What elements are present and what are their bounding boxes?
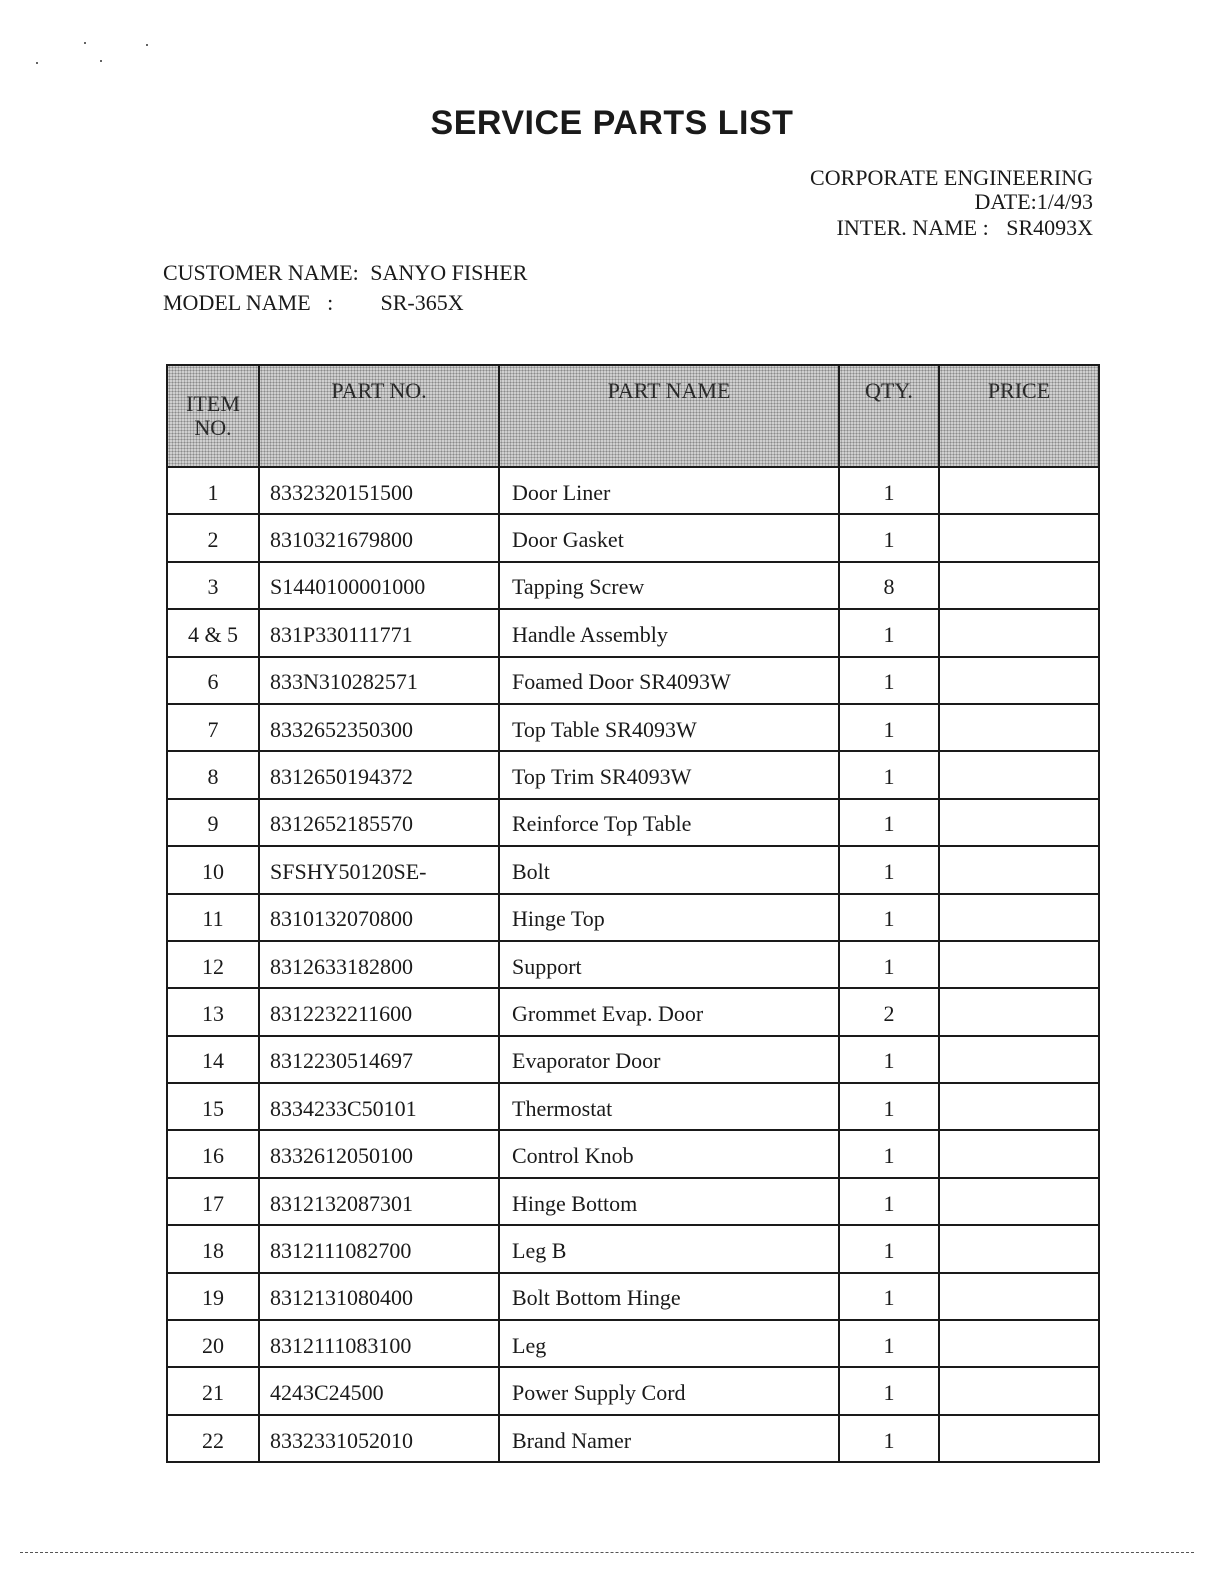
qty-cell: 1 <box>839 1225 939 1272</box>
scan-speck <box>100 60 102 62</box>
table-row <box>167 1036 1099 1083</box>
inter-name-row <box>810 216 1093 240</box>
bottom-scan-rule <box>20 1552 1194 1553</box>
part-no-cell: 8332612050100 <box>259 1130 499 1177</box>
item-no-cell: 16 <box>167 1130 259 1177</box>
item-no-cell: 15 <box>167 1083 259 1130</box>
table-row <box>167 1083 1099 1130</box>
price-cell <box>939 751 1099 798</box>
qty-cell: 1 <box>839 846 939 893</box>
qty-cell: 1 <box>839 704 939 751</box>
price-cell <box>939 1225 1099 1272</box>
table-row <box>167 467 1099 514</box>
item-no-cell: 1 <box>167 467 259 514</box>
table-row <box>167 894 1099 941</box>
qty-cell: 1 <box>839 467 939 514</box>
part-no-cell: 8312132087301 <box>259 1178 499 1225</box>
qty-cell: 1 <box>839 941 939 988</box>
table-row <box>167 1415 1099 1462</box>
table-row <box>167 609 1099 656</box>
table-row <box>167 1178 1099 1225</box>
qty-cell: 1 <box>839 514 939 561</box>
item-no-cell: 3 <box>167 562 259 609</box>
parts-table-body <box>167 467 1099 1462</box>
table-row <box>167 846 1099 893</box>
part-name-cell: Evaporator Door <box>499 1036 839 1083</box>
table-row <box>167 1320 1099 1367</box>
item-no-cell: 4 & 5 <box>167 609 259 656</box>
scan-speck <box>146 44 148 46</box>
part-no-cell: 831P330111771 <box>259 609 499 656</box>
qty-cell: 1 <box>839 894 939 941</box>
price-cell <box>939 1273 1099 1320</box>
col-header-part-no: PART NO. <box>259 365 499 467</box>
table-row <box>167 1225 1099 1272</box>
part-name-cell: Thermostat <box>499 1083 839 1130</box>
price-cell <box>939 562 1099 609</box>
item-no-cell: 18 <box>167 1225 259 1272</box>
price-cell <box>939 1130 1099 1177</box>
parts-table <box>166 364 1100 1463</box>
customer-header <box>163 258 527 318</box>
part-name-cell: Top Trim SR4093W <box>499 751 839 798</box>
item-no-cell: 17 <box>167 1178 259 1225</box>
part-no-cell: 8312111083100 <box>259 1320 499 1367</box>
table-row <box>167 799 1099 846</box>
part-no-cell: 8312111082700 <box>259 1225 499 1272</box>
part-no-cell: 8312633182800 <box>259 941 499 988</box>
col-header-price: PRICE <box>939 365 1099 467</box>
item-no-cell: 20 <box>167 1320 259 1367</box>
price-cell <box>939 846 1099 893</box>
date-label: DATE:1/4/93 <box>974 189 1093 214</box>
part-name-cell: Door Gasket <box>499 514 839 561</box>
price-cell <box>939 1036 1099 1083</box>
part-name-cell: Top Table SR4093W <box>499 704 839 751</box>
table-row <box>167 941 1099 988</box>
col-header-item-no <box>167 365 259 467</box>
model-name-label: MODEL NAME : <box>163 290 334 315</box>
table-row <box>167 751 1099 798</box>
part-name-cell: Hinge Top <box>499 894 839 941</box>
scan-speck <box>36 62 38 64</box>
inter-name-value: SR4093X <box>1006 215 1093 240</box>
part-name-cell: Handle Assembly <box>499 609 839 656</box>
part-no-cell: 8312131080400 <box>259 1273 499 1320</box>
table-row <box>167 562 1099 609</box>
part-name-cell: Leg <box>499 1320 839 1367</box>
price-cell <box>939 1178 1099 1225</box>
part-no-cell: 8312650194372 <box>259 751 499 798</box>
part-name-cell: Hinge Bottom <box>499 1178 839 1225</box>
item-no-cell: 2 <box>167 514 259 561</box>
item-no-cell: 7 <box>167 704 259 751</box>
qty-cell: 1 <box>839 1415 939 1462</box>
qty-cell: 8 <box>839 562 939 609</box>
part-no-cell: 8332331052010 <box>259 1415 499 1462</box>
qty-cell: 1 <box>839 1130 939 1177</box>
qty-cell: 1 <box>839 609 939 656</box>
parts-table-header <box>167 365 1099 467</box>
part-name-cell: Door Liner <box>499 467 839 514</box>
table-row <box>167 1130 1099 1177</box>
price-cell <box>939 799 1099 846</box>
part-no-cell: 8332320151500 <box>259 467 499 514</box>
item-no-cell: 22 <box>167 1415 259 1462</box>
part-no-cell: 833N310282571 <box>259 657 499 704</box>
price-cell <box>939 1367 1099 1414</box>
engineering-header <box>810 166 1093 240</box>
col-header-item-line2: NO. <box>194 415 232 440</box>
part-no-cell: 8312232211600 <box>259 988 499 1035</box>
customer-name-label: CUSTOMER NAME: <box>163 260 359 285</box>
part-no-cell: 8334233C50101 <box>259 1083 499 1130</box>
customer-name-row <box>163 258 527 288</box>
qty-cell: 1 <box>839 1083 939 1130</box>
part-name-cell: Control Knob <box>499 1130 839 1177</box>
inter-name-label: INTER. NAME : <box>836 215 989 240</box>
qty-cell: 1 <box>839 1367 939 1414</box>
col-header-part-name: PART NAME <box>499 365 839 467</box>
qty-cell: 1 <box>839 1178 939 1225</box>
price-cell <box>939 1415 1099 1462</box>
part-name-cell: Support <box>499 941 839 988</box>
header-row <box>167 365 1099 467</box>
item-no-cell: 8 <box>167 751 259 798</box>
department-label: CORPORATE ENGINEERING <box>810 165 1093 190</box>
part-name-cell: Bolt Bottom Hinge <box>499 1273 839 1320</box>
part-no-cell: 8310132070800 <box>259 894 499 941</box>
table-row <box>167 988 1099 1035</box>
part-name-cell: Grommet Evap. Door <box>499 988 839 1035</box>
price-cell <box>939 1083 1099 1130</box>
table-row <box>167 704 1099 751</box>
price-cell <box>939 894 1099 941</box>
qty-cell: 1 <box>839 751 939 798</box>
table-row <box>167 1367 1099 1414</box>
price-cell <box>939 514 1099 561</box>
price-cell <box>939 941 1099 988</box>
qty-cell: 1 <box>839 799 939 846</box>
part-no-cell: 8310321679800 <box>259 514 499 561</box>
price-cell <box>939 657 1099 704</box>
document-title: SERVICE PARTS LIST <box>430 104 794 142</box>
part-name-cell: Power Supply Cord <box>499 1367 839 1414</box>
col-header-item-line1: ITEM <box>186 391 240 416</box>
part-no-cell: 8332652350300 <box>259 704 499 751</box>
part-no-cell: 8312652185570 <box>259 799 499 846</box>
part-no-cell: S1440100001000 <box>259 562 499 609</box>
qty-cell: 1 <box>839 1273 939 1320</box>
qty-cell: 1 <box>839 1320 939 1367</box>
table-row <box>167 657 1099 704</box>
price-cell <box>939 609 1099 656</box>
table-row <box>167 1273 1099 1320</box>
part-name-cell: Leg B <box>499 1225 839 1272</box>
part-no-cell: 4243C24500 <box>259 1367 499 1414</box>
part-name-cell: Bolt <box>499 846 839 893</box>
item-no-cell: 9 <box>167 799 259 846</box>
part-name-cell: Reinforce Top Table <box>499 799 839 846</box>
table-row <box>167 514 1099 561</box>
item-no-cell: 11 <box>167 894 259 941</box>
part-no-cell: SFSHY50120SE- <box>259 846 499 893</box>
item-no-cell: 12 <box>167 941 259 988</box>
model-name-value: SR-365X <box>380 290 464 315</box>
qty-cell: 1 <box>839 1036 939 1083</box>
price-cell <box>939 988 1099 1035</box>
qty-cell: 1 <box>839 657 939 704</box>
part-name-cell: Foamed Door SR4093W <box>499 657 839 704</box>
part-name-cell: Tapping Screw <box>499 562 839 609</box>
part-no-cell: 8312230514697 <box>259 1036 499 1083</box>
qty-cell: 2 <box>839 988 939 1035</box>
item-no-cell: 19 <box>167 1273 259 1320</box>
scan-speck <box>84 42 86 44</box>
model-name-row <box>163 288 527 318</box>
item-no-cell: 14 <box>167 1036 259 1083</box>
item-no-cell: 13 <box>167 988 259 1035</box>
item-no-cell: 21 <box>167 1367 259 1414</box>
part-name-cell: Brand Namer <box>499 1415 839 1462</box>
col-header-qty: QTY. <box>839 365 939 467</box>
item-no-cell: 6 <box>167 657 259 704</box>
item-no-cell: 10 <box>167 846 259 893</box>
price-cell <box>939 467 1099 514</box>
price-cell <box>939 1320 1099 1367</box>
price-cell <box>939 704 1099 751</box>
customer-name-value: SANYO FISHER <box>370 260 528 285</box>
